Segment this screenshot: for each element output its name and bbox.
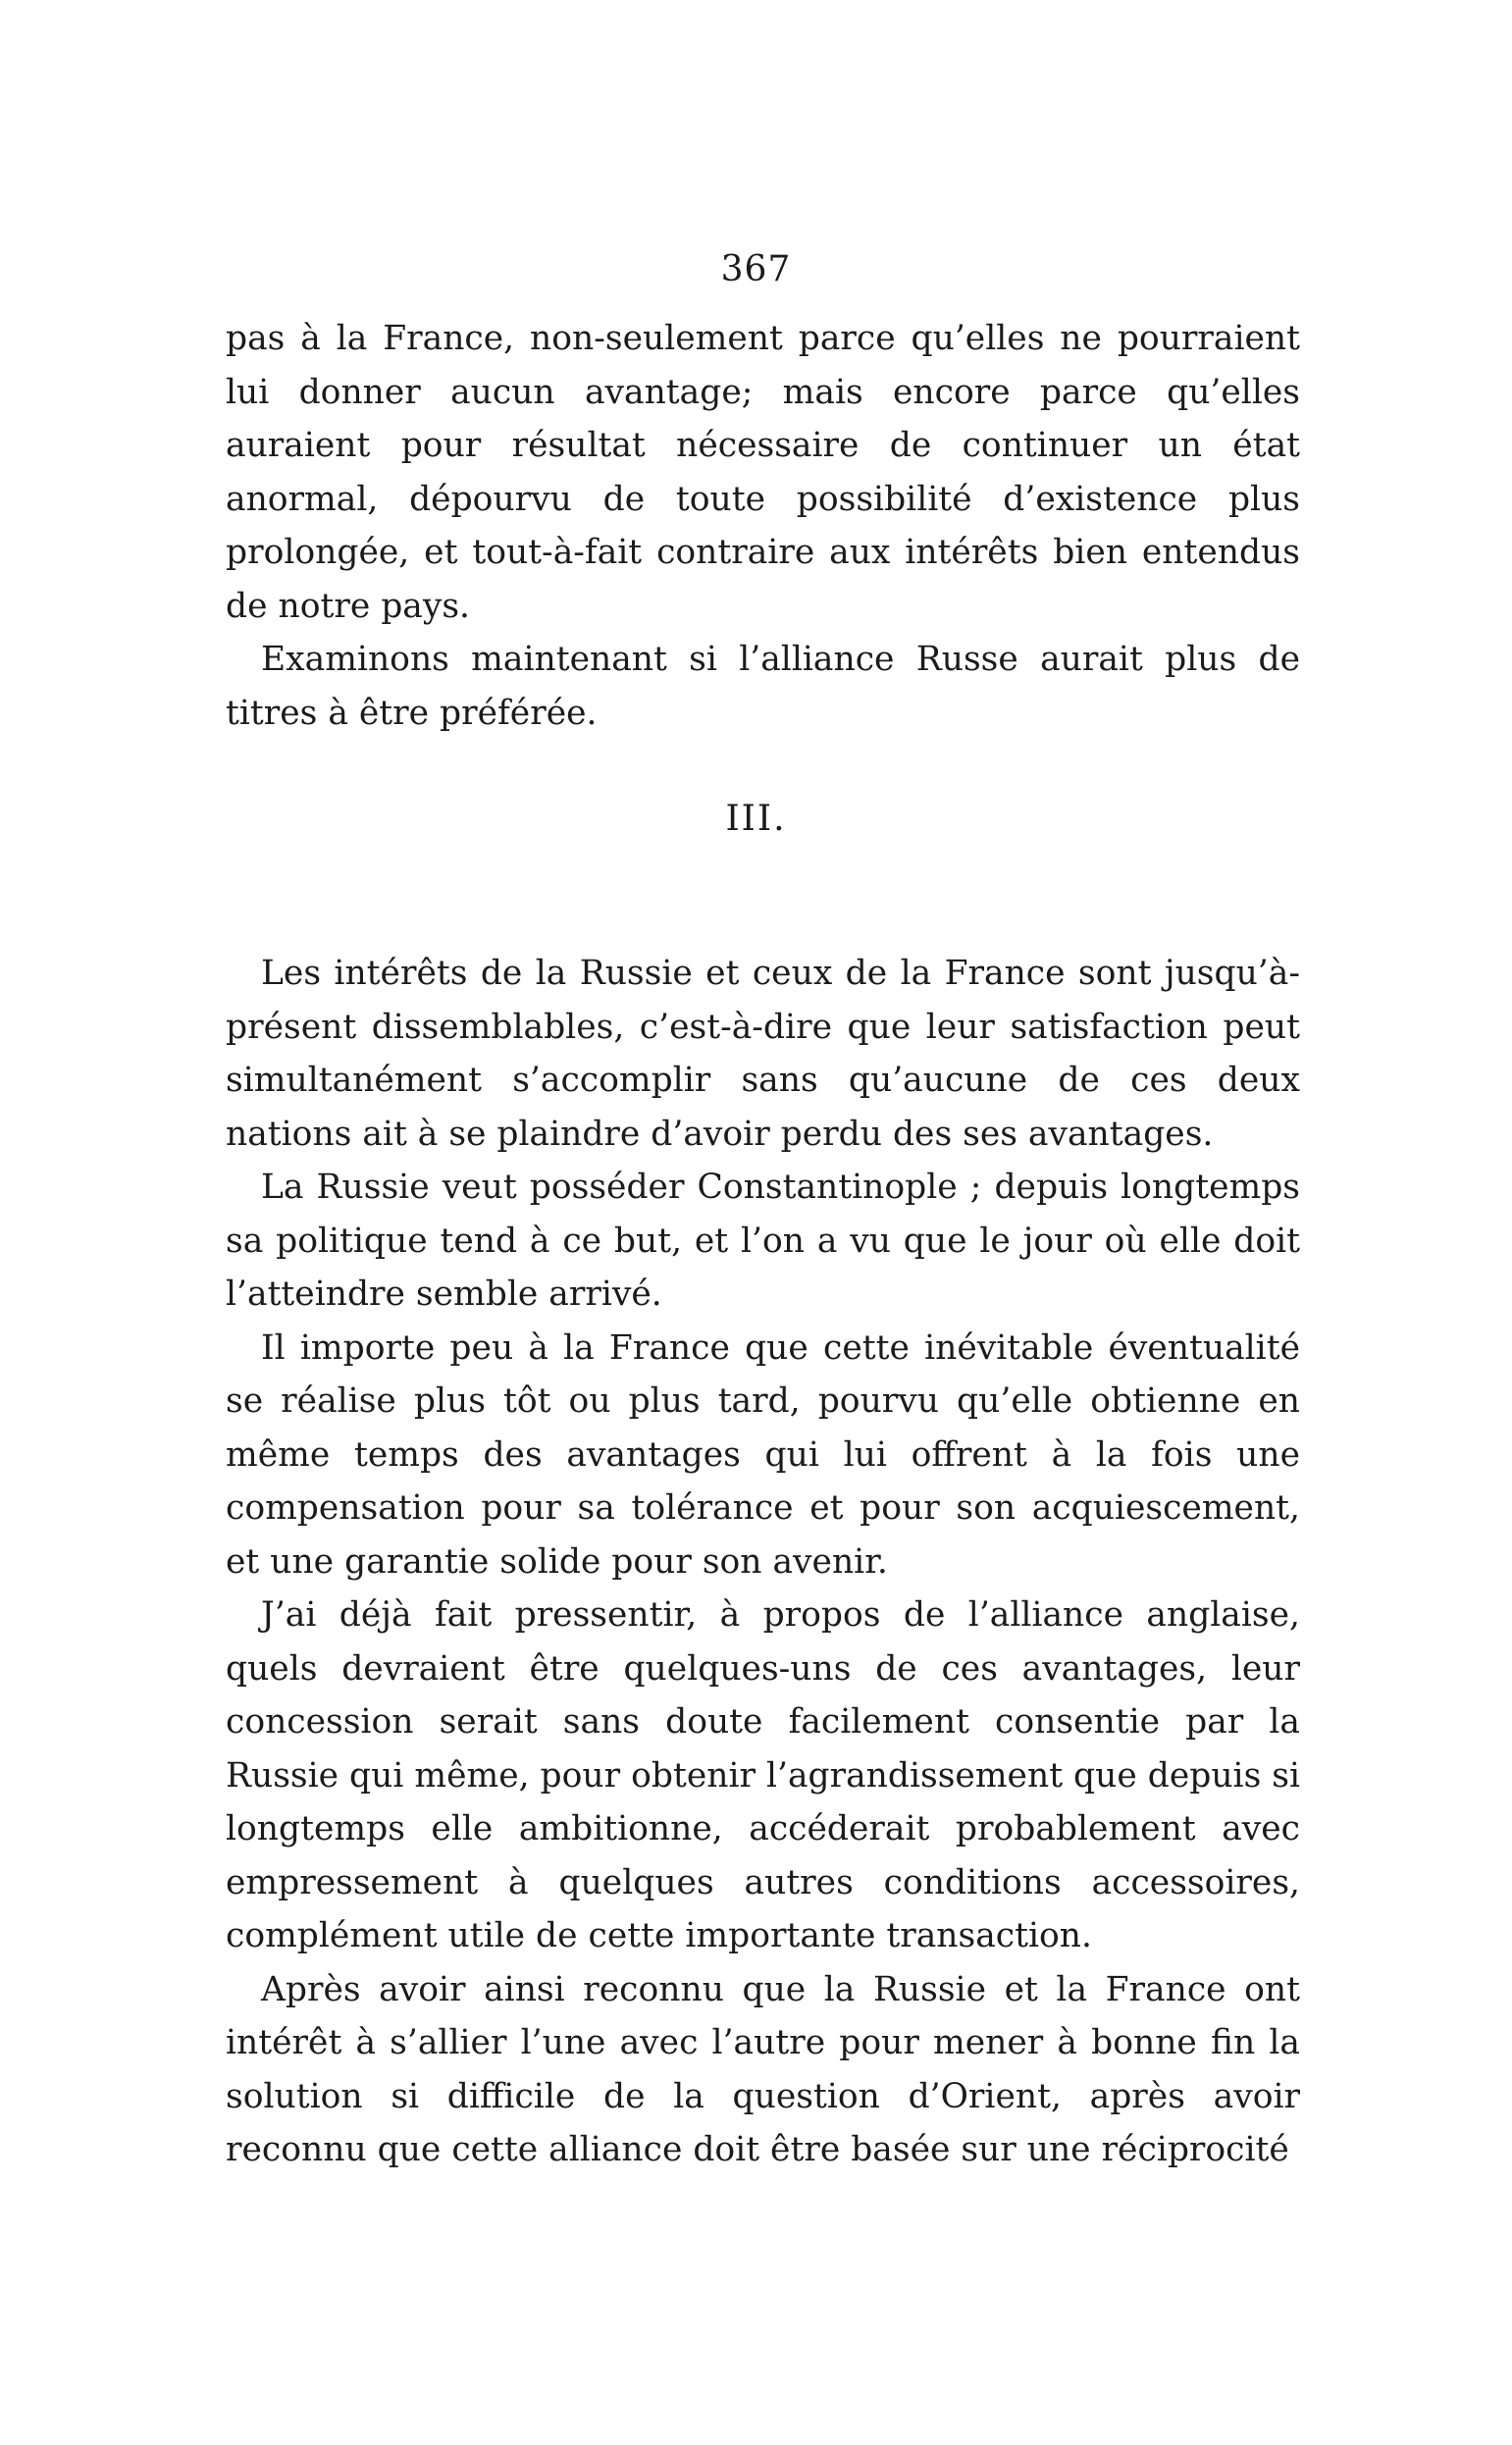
section-heading: III. xyxy=(725,799,787,839)
paragraph: Après avoir ainsi reconnu que la Russie et la France ont intérêt à s’allier l’une avec l’autre pour mener à bonne fin la solution si difficile de la question d’Orient, après avoir reconnu que cette alliance doit être basée sur une réciprocité xyxy=(226,1969,1300,2169)
paragraph: Il importe peu à la France que cette inévitable éventualité se réalise plus tôt ou plus tard, pourvu qu’elle obtienne en même temps des avantages qui lui offrent à la fois une compensation pour sa tolérance et pour son acquiescement, et une garantie solide pour son avenir. xyxy=(226,1327,1300,1582)
page-number: 367 xyxy=(720,249,792,289)
paragraph: La Russie veut posséder Constantinople ; depuis longtemps sa politique tend à ce but, et l’on a vu que le jour où elle doit l’atteindre semble arrivé. xyxy=(226,1168,1300,1314)
paragraph: Examinons maintenant si l’alliance Russe aurait plus de titres à être préférée. xyxy=(226,640,1300,733)
paragraph-continuation: pas à la France, non-seulement parce qu’elles ne pourraient lui donner aucun avantage; mais encore parce qu’elles auraient pour résultat nécessaire de continuer un état anormal, dépourvu de toute possibilité d’existence plus prolongée, et tout-à-fait contraire aux intérêts bien entendus de notre pays. xyxy=(226,319,1300,626)
paragraph: J’ai déjà fait pressentir, à propos de l’alliance anglaise, quels devraient être quelques-uns de ces avantages, leur concession serait sans doute facilement consentie par la Russie qui même, pour obtenir l’agrandissement que depuis si longtemps elle ambitionne, accéderait probablement avec empressement à quelques autres conditions accessoires, complément utile de cette importante transaction. xyxy=(226,1595,1300,1955)
text-block-top xyxy=(226,312,1300,740)
paragraph: Les intérêts de la Russie et ceux de la France sont jusqu’à-présent dissemblables, c’est-à-dire que leur satisfaction peut simultanément s’accomplir sans qu’aucune de ces deux nations ait à se plaindre d’avoir perdu des ses avantages. xyxy=(226,954,1300,1154)
text-block-section-iii xyxy=(226,947,1300,2177)
